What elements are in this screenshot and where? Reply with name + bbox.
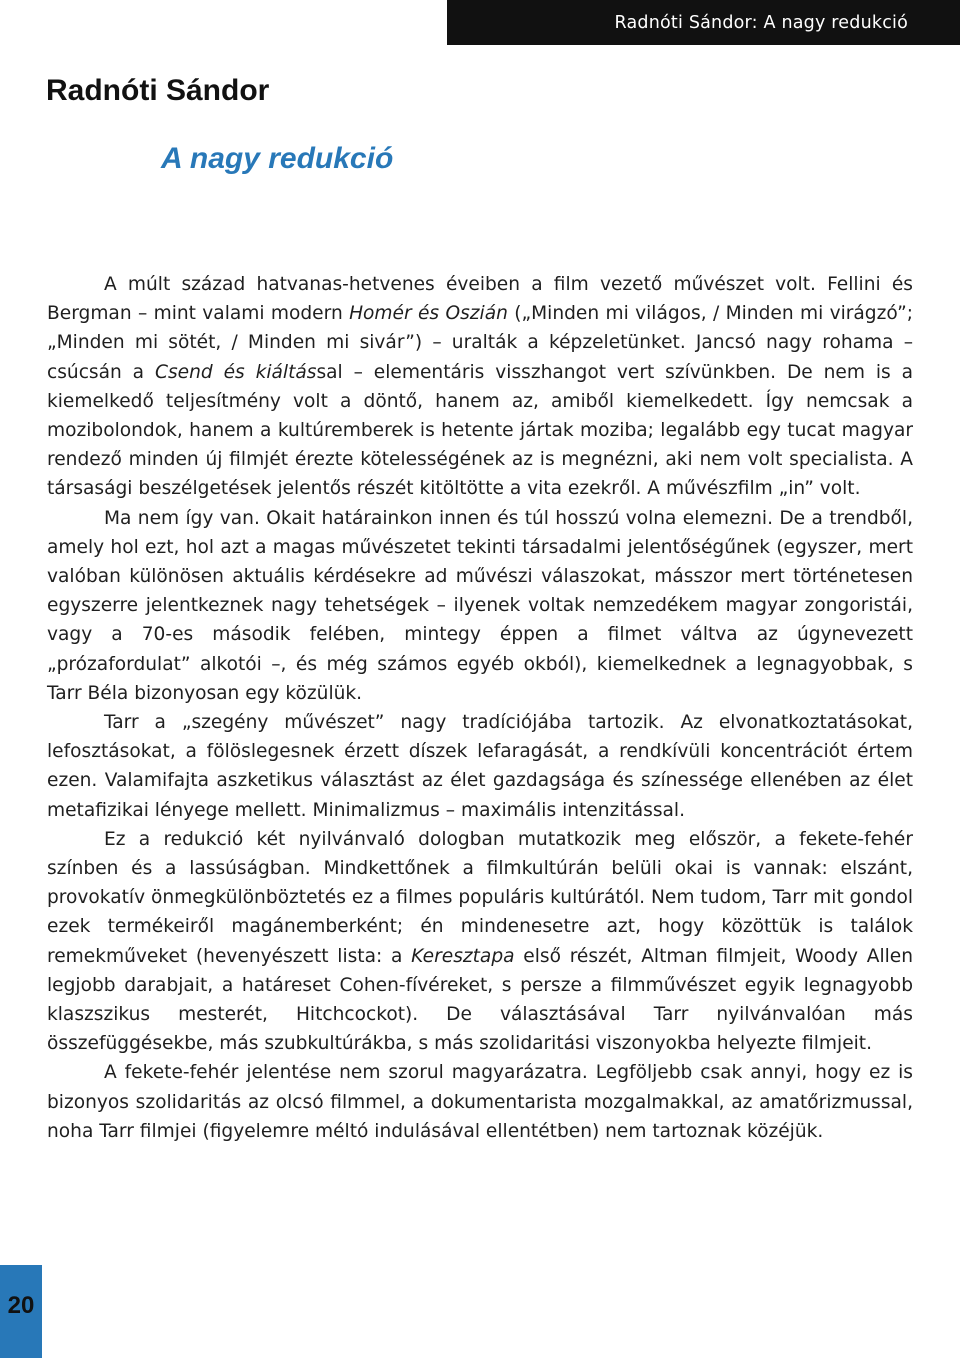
italic-title-text: Homér és Oszián [349,303,508,325]
body-paragraph [47,504,913,708]
body-paragraph [47,1058,913,1146]
body-paragraph [47,270,913,504]
page-number: 20 [7,1292,35,1319]
paragraph-text: Ez a redukció két nyilvánvaló dologban mutatkozik meg először, a fekete-fehér színben és a lassúságban. Mindkettőnek a filmkultúrán belüli okai is vannak: elszánt, provokatív önmegkülönböztetés ez a filmes populáris kultúrától. Nem tudom, Tarr mit gondol ezek termékeiről magánemberként; én mindenesetre azt, hogy közöttük is találok remekműveket (hevenyészett lista: a [47,828,913,967]
running-header-title: Radnóti Sándor: A nagy redukció [614,12,908,33]
paragraph-text: („Minden mi világos, / Minden mi virágzó”; „Minden mi sötét, / Minden mi sivár”) – uralták a képzeletünket. Jancsó nagy rohama – csúcsán a [47,303,913,383]
paragraph-text: sal – elementáris visszhangot vert szívünkben. De nem is a kiemelkedő teljesítmény volt a döntő, hanem az, amiből kiemelkedett. Így nemcsak a mozibolondok, hanem a kultúremberek is hetente jártak moziba; legalább egy tucat magyar rendező minden új filmjét érezte kötelességének az is megnézni, aki nem volt specialista. A társasági beszélgetések jelentős részét kitöltötte a vita ezekről. A művészfilm „in” volt. [47,361,913,500]
italic-title-text: Keresztapa [411,945,515,967]
author-name: Radnóti Sándor [46,74,270,107]
article-body [47,270,913,1146]
paragraph-text: Tarr a „szegény művészet” nagy tradíciójába tartozik. Az elvonatkoztatásokat, lefosztásokat, a fölöslegesnek érzett díszek lefaragását, a rendkívüli koncentrációt értem ezen. Valamifajta aszketikus választást az élet gazdagsága és színessége ellenében az élet metafizikai lényege mellett. Minimalizmus – maximális intenzitással. [47,712,913,821]
body-paragraph [47,708,913,825]
running-header [447,0,960,45]
paragraph-text: A múlt század hatvanas-hetvenes éveiben a film vezető művészet volt. Fellini és Bergman – mint valami modern [47,274,913,325]
body-paragraph [47,825,913,1059]
article-title: A nagy redukció [161,142,394,175]
paragraph-text: első részét, Altman filmjeit, Woody Allen legjobb darabjait, a határeset Cohen-fívéreket, s persze a filmművészet egyik legnagyobb klaszszikus mesterét, Hitchcockot). De választásával Tarr nyilvánvalóan más összefüggésekbe, más szubkultúrákba, s más szolidaritási viszonyokba helyezte filmjeit. [47,945,913,1055]
paragraph-text: Ma nem így van. Okait határainkon innen és túl hosszú volna elemezni. De a trendből, amely hol ezt, hol azt a magas művészetet tekinti társadalmi jelentőségűnek (egyszer, mert valóban különösen aktuális kérdésekre ad művészi válaszokat, másszor mert történetesen egyszerre jelentkeznek nagy tehetségek – ilyenek voltak nemzedékem magyar zongoristái, vagy a 70-es második felében, mintegy éppen a filmet váltva az úgynevezett „prózafordulat” alkotói –, és még számos egyéb okból), kiemelkednek a legnagyobbak, s Tarr Béla bizonyosan egy közülük. [47,507,913,704]
italic-title-text: Csend és kiáltás [154,361,317,383]
paragraph-text: A fekete-fehér jelentése nem szorul magyarázatra. Legföljebb csak annyi, hogy ez is bizonyos szolidaritás az olcsó filmmel, a dokumentarista mozgalmakkal, az amatőrizmussal, noha Tarr filmjei (figyelemre méltó indulásával ellentétben) nem tartoznak közéjük. [47,1062,913,1142]
